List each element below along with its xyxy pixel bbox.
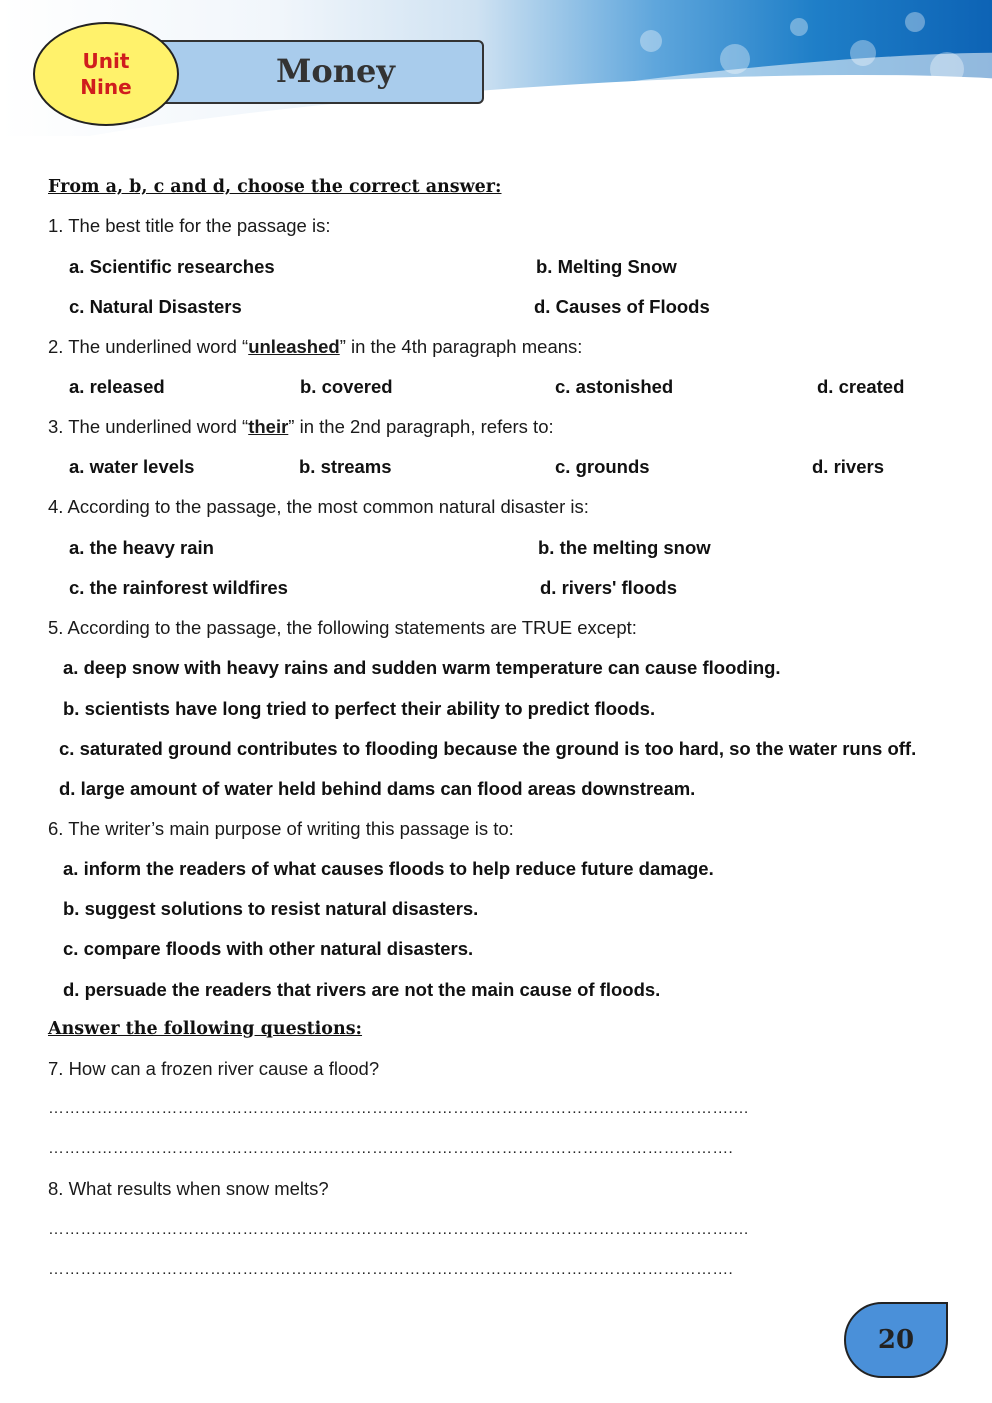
q3-option-b: b. streams — [299, 456, 392, 477]
question-1: 1. The best title for the passage is: — [48, 215, 331, 236]
q2-option-d: d. created — [817, 376, 905, 397]
bokeh-decoration — [790, 18, 808, 36]
question-7: 7. How can a frozen river cause a flood? — [48, 1058, 380, 1079]
question-3-post: ” in the 2nd paragraph, refers to: — [288, 416, 554, 437]
question-4: 4. According to the passage, the most common natural disaster is: — [48, 496, 589, 517]
answer-line: ……………………………………………………………………………………………………………….… — [48, 1100, 750, 1117]
unit-number: Nine — [80, 75, 132, 99]
q2-option-c: c. astonished — [555, 376, 674, 397]
q1-option-d: d. Causes of Floods — [534, 296, 710, 317]
q2-option-a: a. released — [69, 376, 165, 397]
q5-option-a: a. deep snow with heavy rains and sudden warm temperature can cause flooding. — [63, 657, 781, 678]
q3-option-c: c. grounds — [555, 456, 650, 477]
q4-option-c: c. the rainforest wildfires — [69, 577, 288, 598]
question-8: 8. What results when snow melts? — [48, 1178, 329, 1199]
question-2-post: ” in the 4th paragraph means: — [339, 336, 583, 357]
q5-option-b: b. scientists have long tried to perfect their ability to predict floods. — [63, 698, 656, 719]
question-3-underlined-word: their — [248, 416, 289, 437]
answer-line: ………………………………………………………………………………………………………………. — [48, 1140, 734, 1157]
q6-option-d: d. persuade the readers that rivers are not the main cause of floods. — [63, 979, 661, 1000]
question-3-pre: 3. The underlined word “ — [48, 416, 249, 437]
question-2-underlined-word: unleashed — [248, 336, 340, 357]
q5-option-d: d. large amount of water held behind dams can flood areas downstream. — [59, 778, 696, 799]
page-number-badge — [844, 1302, 948, 1378]
q2-option-b: b. covered — [300, 376, 393, 397]
question-2-pre: 2. The underlined word “ — [48, 336, 249, 357]
question-5: 5. According to the passage, the following statements are TRUE except: — [48, 617, 637, 638]
question-2 — [48, 336, 582, 358]
q3-option-d: d. rivers — [812, 456, 884, 477]
unit-label: Unit — [82, 49, 130, 73]
q6-option-a: a. inform the readers of what causes floods to help reduce future damage. — [63, 858, 714, 879]
q4-option-b: b. the melting snow — [538, 537, 711, 558]
q6-option-b: b. suggest solutions to resist natural disasters. — [63, 898, 479, 919]
page-number: 20 — [877, 1325, 915, 1355]
bokeh-decoration — [640, 30, 662, 52]
bokeh-decoration — [905, 12, 925, 32]
q3-option-a: a. water levels — [69, 456, 195, 477]
q4-option-d: d. rivers' floods — [540, 577, 678, 598]
unit-badge — [33, 22, 179, 126]
section-heading-choose: From a, b, c and d, choose the correct answer: — [48, 177, 502, 197]
question-6: 6. The writer’s main purpose of writing this passage is to: — [48, 818, 514, 839]
q6-option-c: c. compare floods with other natural disasters. — [63, 938, 474, 959]
q4-option-a: a. the heavy rain — [69, 537, 214, 558]
question-3 — [48, 416, 554, 438]
answer-line: ………………………………………………………………………………………………………………. — [48, 1261, 734, 1278]
section-heading-answer: Answer the following questions: — [48, 1019, 363, 1039]
q1-option-b: b. Melting Snow — [536, 256, 677, 277]
q5-option-c: c. saturated ground contributes to flooding because the ground is too hard, so the water runs off. — [59, 738, 917, 759]
q1-option-c: c. Natural Disasters — [69, 296, 242, 317]
answer-line: ……………………………………………………………………………………………………………….… — [48, 1221, 750, 1238]
page-title: Money — [276, 52, 395, 90]
q1-option-a: a. Scientific researches — [69, 256, 275, 277]
